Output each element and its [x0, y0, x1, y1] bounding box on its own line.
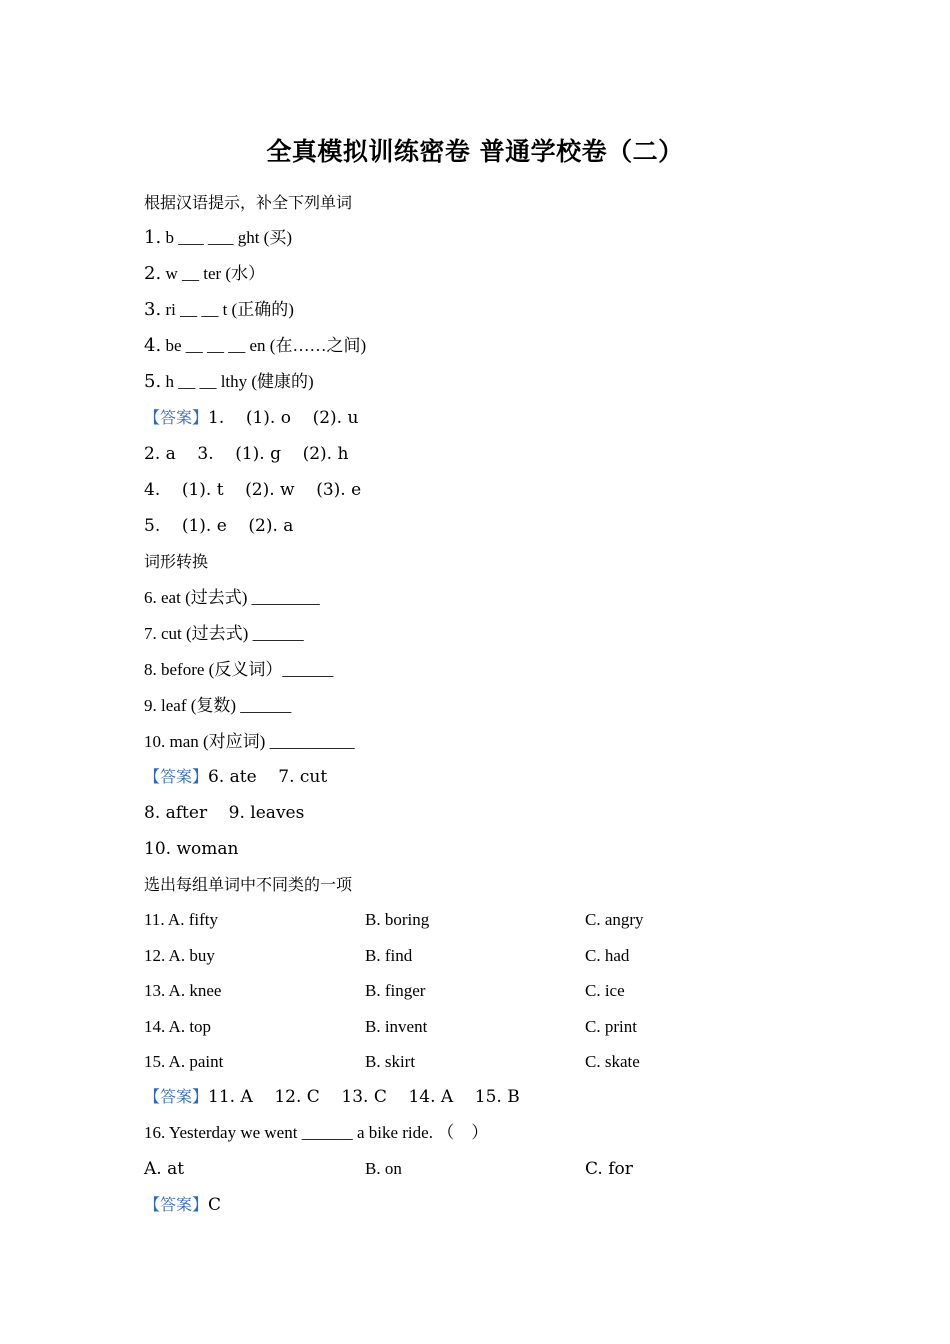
question-text: w __ ter (水）	[161, 264, 266, 283]
option-b: B. invent	[365, 1017, 428, 1036]
answer-text: 4. (1). t (2). w (3). e	[144, 480, 362, 500]
section2-heading: 词形转换	[144, 552, 209, 571]
option-c: C. print	[585, 1017, 637, 1036]
question16-answer-line	[144, 1193, 221, 1217]
question-text: be __ __ __ en (在……之间)	[161, 336, 367, 355]
answer-tag: 【答案】	[144, 408, 209, 427]
answer-text: C	[208, 1195, 222, 1215]
question-number: 5.	[144, 371, 162, 392]
question-5	[144, 370, 314, 394]
option-a: 13. A. knee	[144, 981, 222, 1000]
option-c: C. ice	[585, 981, 625, 1000]
question-3	[144, 298, 294, 322]
section1-heading: 根据汉语提示，补全下列单词	[144, 193, 353, 212]
question-16: 16. Yesterday we went ______ a bike ride. （ ）	[144, 1123, 489, 1142]
option-c: C. had	[585, 946, 630, 965]
question-10: 10. man (对应词) __________	[144, 732, 355, 751]
answer-text: 6. ate 7. cut	[208, 767, 328, 787]
option-a: 14. A. top	[144, 1017, 212, 1036]
option-a: 12. A. buy	[144, 946, 215, 965]
option-c: C. skate	[585, 1052, 640, 1071]
question-2	[144, 262, 265, 286]
page-title: 全真模拟训练密卷 普通学校卷（二）	[266, 137, 684, 166]
question-6: 6. eat (过去式) ________	[144, 588, 320, 607]
answer-tag: 【答案】	[144, 767, 209, 786]
option-c: C. for	[585, 1159, 633, 1179]
answer-text: 11. A 12. C 13. C 14. A 15. B	[208, 1087, 520, 1107]
answer-tag: 【答案】	[144, 1195, 209, 1214]
answer-text: 5. (1). e (2). a	[144, 516, 294, 536]
question-8: 8. before (反义词）______	[144, 660, 334, 679]
option-b: B. skirt	[365, 1052, 416, 1071]
question-text: b ___ ___ ght (买)	[161, 228, 292, 247]
option-c: C. angry	[585, 910, 644, 929]
option-b: B. finger	[365, 981, 426, 1000]
question-9: 9. leaf (复数) ______	[144, 696, 292, 715]
option-a: 11. A. fifty	[144, 910, 218, 929]
option-b: B. on	[365, 1159, 402, 1178]
question-number: 2.	[144, 263, 162, 284]
answer-text: 1. (1). o (2). u	[208, 408, 359, 428]
option-b: B. find	[365, 946, 413, 965]
section1-answer-line	[144, 406, 358, 430]
answer-text: 8. after 9. leaves	[144, 803, 305, 823]
answer-text: 10. woman	[144, 839, 239, 859]
answer-text: 2. a 3. (1). g (2). h	[144, 444, 349, 464]
option-a: 15. A. paint	[144, 1052, 224, 1071]
question-number: 4.	[144, 335, 162, 356]
section3-answer-line	[144, 1085, 520, 1109]
answer-tag: 【答案】	[144, 1087, 209, 1106]
question-number: 1.	[144, 227, 162, 248]
question-text: h __ __ lthy (健康的)	[161, 372, 314, 391]
question-7: 7. cut (过去式) ______	[144, 624, 304, 643]
question-1	[144, 226, 292, 250]
section3-heading: 选出每组单词中不同类的一项	[144, 875, 353, 894]
section2-answer-line	[144, 765, 327, 789]
option-b: B. boring	[365, 910, 430, 929]
option-a: A. at	[144, 1159, 185, 1179]
question-text: ri __ __ t (正确的)	[161, 300, 294, 319]
question-number: 3.	[144, 299, 162, 320]
question-4	[144, 334, 366, 358]
